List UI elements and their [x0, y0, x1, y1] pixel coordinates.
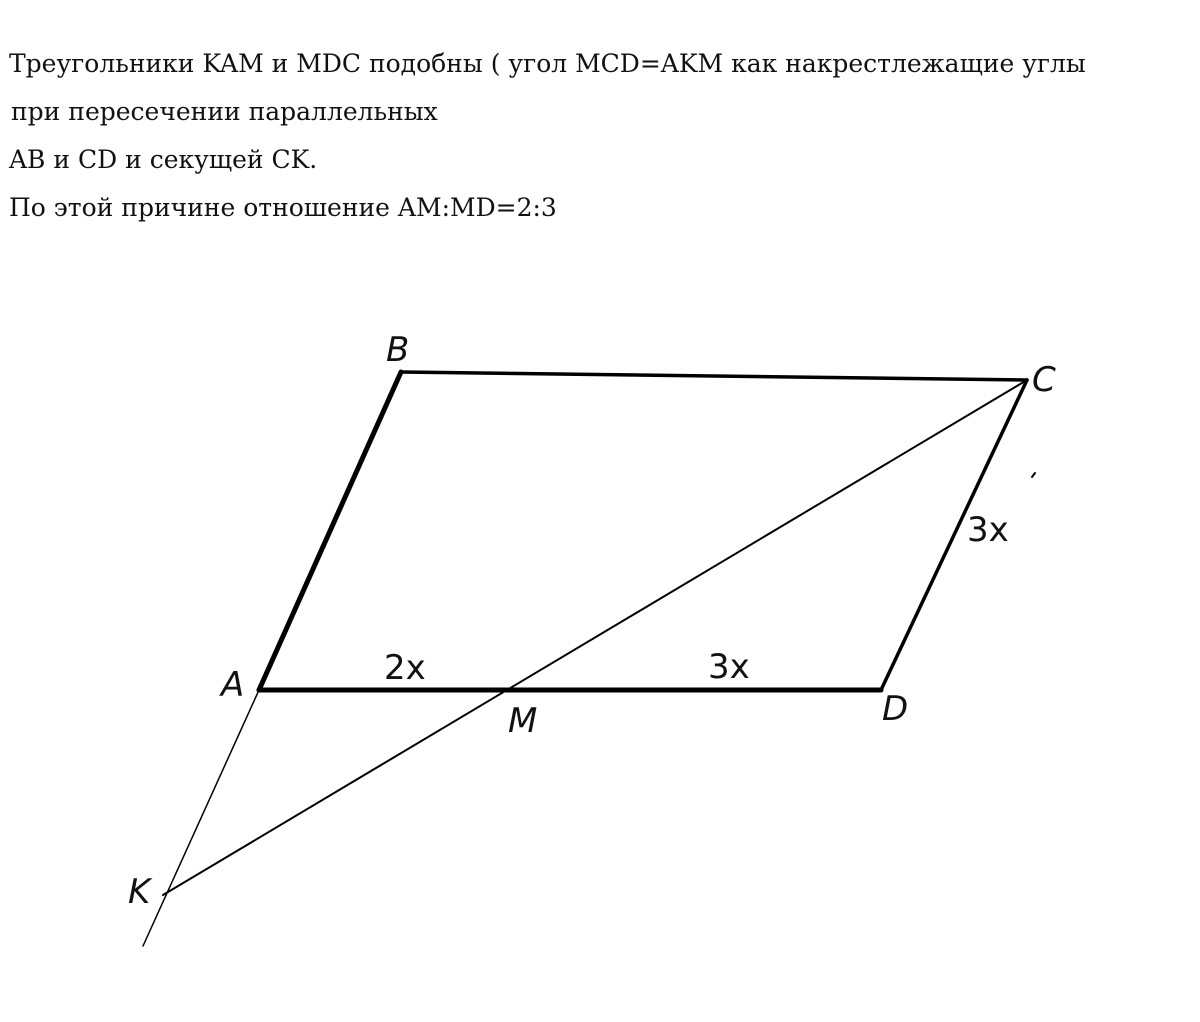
point-label-m: M [508, 701, 538, 741]
point-label-d: D [882, 689, 909, 729]
explanation-line-4: По этой причине отношение AM:MD=2:3 [9, 193, 557, 222]
explanation-line-1: Треугольники KAM и MDC подобны ( угол MCD=AKM как накрестлежащие углы [9, 49, 1086, 78]
length-label-md: 3x [708, 647, 750, 687]
point-label-b: B [386, 330, 410, 370]
point-label-a: A [221, 665, 245, 705]
segment-ck [163, 380, 1027, 895]
explanation-line-2: при пересечении параллельных [11, 97, 438, 126]
length-label-am: 2x [384, 648, 426, 688]
explanation-line-3: AB и CD и секущей CK. [9, 145, 318, 174]
stray-mark [1032, 473, 1035, 477]
segment-bc [401, 372, 1027, 380]
segment-ab [259, 372, 401, 690]
length-label-cd: 3x [967, 510, 1009, 550]
point-label-k: K [128, 872, 151, 912]
point-label-c: C [1032, 360, 1056, 400]
line-ak-extension [143, 690, 259, 946]
